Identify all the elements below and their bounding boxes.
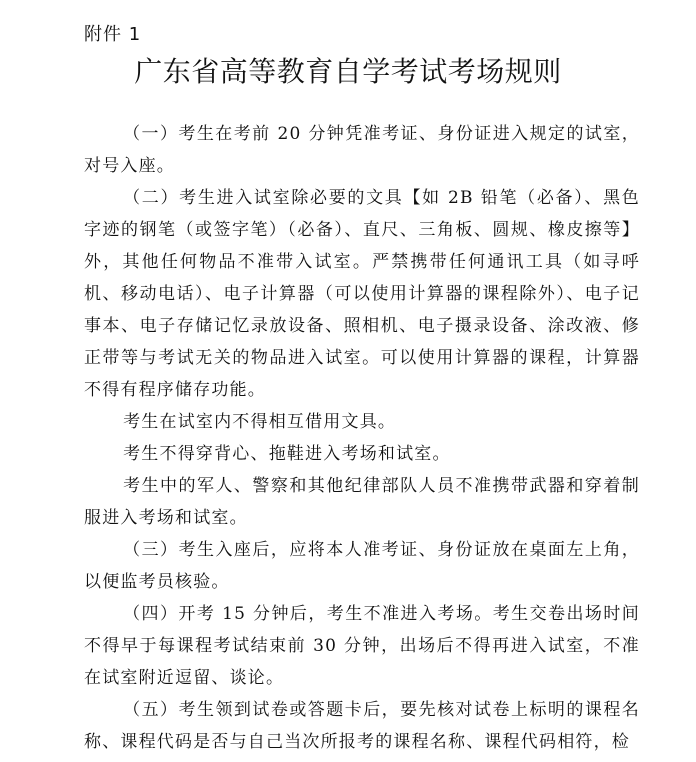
document-title: 广东省高等教育自学考试考场规则	[134, 55, 562, 88]
paragraph-rule-1: （一）考生在考前 20 分钟凭准考证、身份证进入规定的试室，对号入座。	[84, 124, 640, 176]
paragraph-rule-3: （三）考生入座后，应将本人准考证、身份证放在桌面左上角，以便监考员核验。	[84, 540, 640, 592]
paragraph-rule-2: （二）考生进入试室除必要的文具【如 2B 铅笔（必备）、黑色字迹的钢笔（或签字笔）（必备）、直尺、三角板、圆规、橡皮擦等】外，其他任何物品不准带入试室。严禁携带任何通讯工具（如寻呼机、移动电话）、电子计算器（可以使用计算器的课程除外）、电子记事本、电子存储记忆录放设备、照相机、电子摄录设备、涂改液、修正带等与考试无关的物品进入试室。可以使用计算器的课程，计算器不得有程序储存功能。	[84, 188, 640, 400]
paragraph-rule-5: （五）考生领到试卷或答题卡后，要先核对试卷上标明的课程名称、课程代码是否与自己当次所报考的课程名称、课程代码相符，检	[84, 700, 640, 752]
document-body	[84, 118, 640, 758]
paragraph-rule-4: （四）开考 15 分钟后，考生不准进入考场。考生交卷出场时间不得早于每课程考试结束前 30 分钟，出场后不得再进入试室，不准在试室附近逗留、谈论。	[84, 604, 640, 688]
attachment-label: 附件 1	[84, 24, 142, 45]
paragraph-uniform-note: 考生中的军人、警察和其他纪律部队人员不准携带武器和穿着制服进入考场和试室。	[84, 476, 640, 528]
paragraph-dress-note: 考生不得穿背心、拖鞋进入考场和试室。	[123, 444, 451, 464]
paragraph-stationery-note: 考生在试室内不得相互借用文具。	[123, 412, 397, 432]
